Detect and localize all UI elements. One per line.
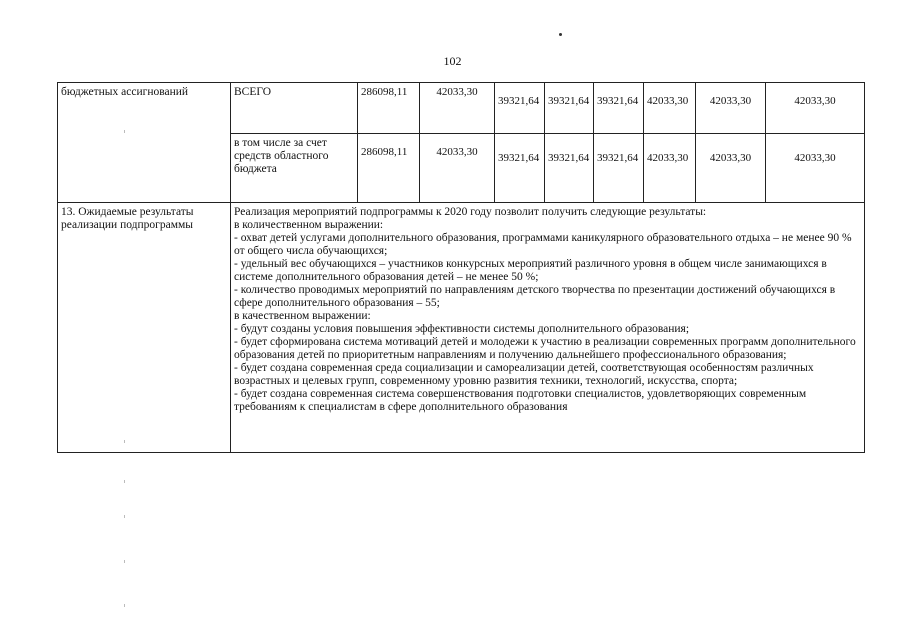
results-line: - будет создана современная система совершенствования подготовки специалистов, удовлетворяющих современным требованиям к специалистам в сфере дополнительного образования: [234, 388, 807, 413]
budget-label: бюджетных ассигнований: [61, 86, 189, 98]
budget-table: [57, 82, 865, 453]
budget-label-cell: [58, 83, 231, 203]
value-cell: 42033,30: [644, 134, 696, 203]
value-cell: 39321,64: [545, 134, 594, 203]
total-cell: 286098,11: [358, 134, 420, 203]
margin-mark: [124, 480, 125, 483]
value-cell: 42033,30: [696, 134, 766, 203]
scan-speck: [559, 33, 562, 36]
source-cell: в том числе за счет средств областного бюджета: [231, 134, 358, 203]
results-line: в качественном выражении:: [234, 310, 371, 322]
total-cell: 286098,11: [358, 83, 420, 134]
value-cell: 39321,64: [495, 83, 545, 134]
results-label-cell: 13. Ожидаемые результаты реализации подпрограммы: [58, 203, 231, 453]
value-cell: 42033,30: [644, 83, 696, 134]
value-cell: 39321,64: [594, 83, 644, 134]
results-line: - будет сформирована система мотиваций детей и молодежи к участию в реализации современных программ дополнительного образования детей по приоритетным направлениям и получению дальнейшего профессионального образования;: [234, 336, 856, 361]
results-line: - удельный вес обучающихся – участников конкурсных мероприятий различного уровня в общем числе занимающихся в системе дополнительного образования детей – не менее 50 %;: [234, 258, 827, 283]
results-line: - охват детей услугами дополнительного образования, программами каникулярного образовательного отдыха – не менее 90 % от общего числа обучающихся;: [234, 232, 852, 257]
value-cell: 42033,30: [420, 134, 495, 203]
value-cell: 42033,30: [766, 134, 865, 203]
margin-mark: [124, 560, 125, 563]
value-cell: 39321,64: [545, 83, 594, 134]
table-row: [58, 203, 865, 453]
results-line: - будет создана современная среда социализации и самореализации детей, соответствующая особенностям различных возрастных и целевых групп, современному уровню развития техники, технологий, искусства, спорта;: [234, 362, 814, 387]
value-cell: 39321,64: [594, 134, 644, 203]
value-cell: 42033,30: [696, 83, 766, 134]
table-row: [58, 83, 865, 134]
results-text-cell: [231, 203, 865, 453]
source-cell: ВСЕГО: [231, 83, 358, 134]
value-cell: 39321,64: [495, 134, 545, 203]
value-cell: 42033,30: [420, 83, 495, 134]
page-number: 102: [443, 54, 462, 68]
margin-mark: [124, 604, 125, 607]
results-line: - будут созданы условия повышения эффективности системы дополнительного образования;: [234, 323, 690, 335]
results-line: Реализация мероприятий подпрограммы к 2020 году позволит получить следующие результаты:: [234, 206, 707, 218]
value-cell: 42033,30: [766, 83, 865, 134]
results-line: - количество проводимых мероприятий по направлениям детского творчества по презентации достижений обучающихся в сфере дополнительного образования – 55;: [234, 284, 836, 309]
margin-mark: [124, 515, 125, 518]
results-line: в количественном выражении:: [234, 219, 384, 231]
